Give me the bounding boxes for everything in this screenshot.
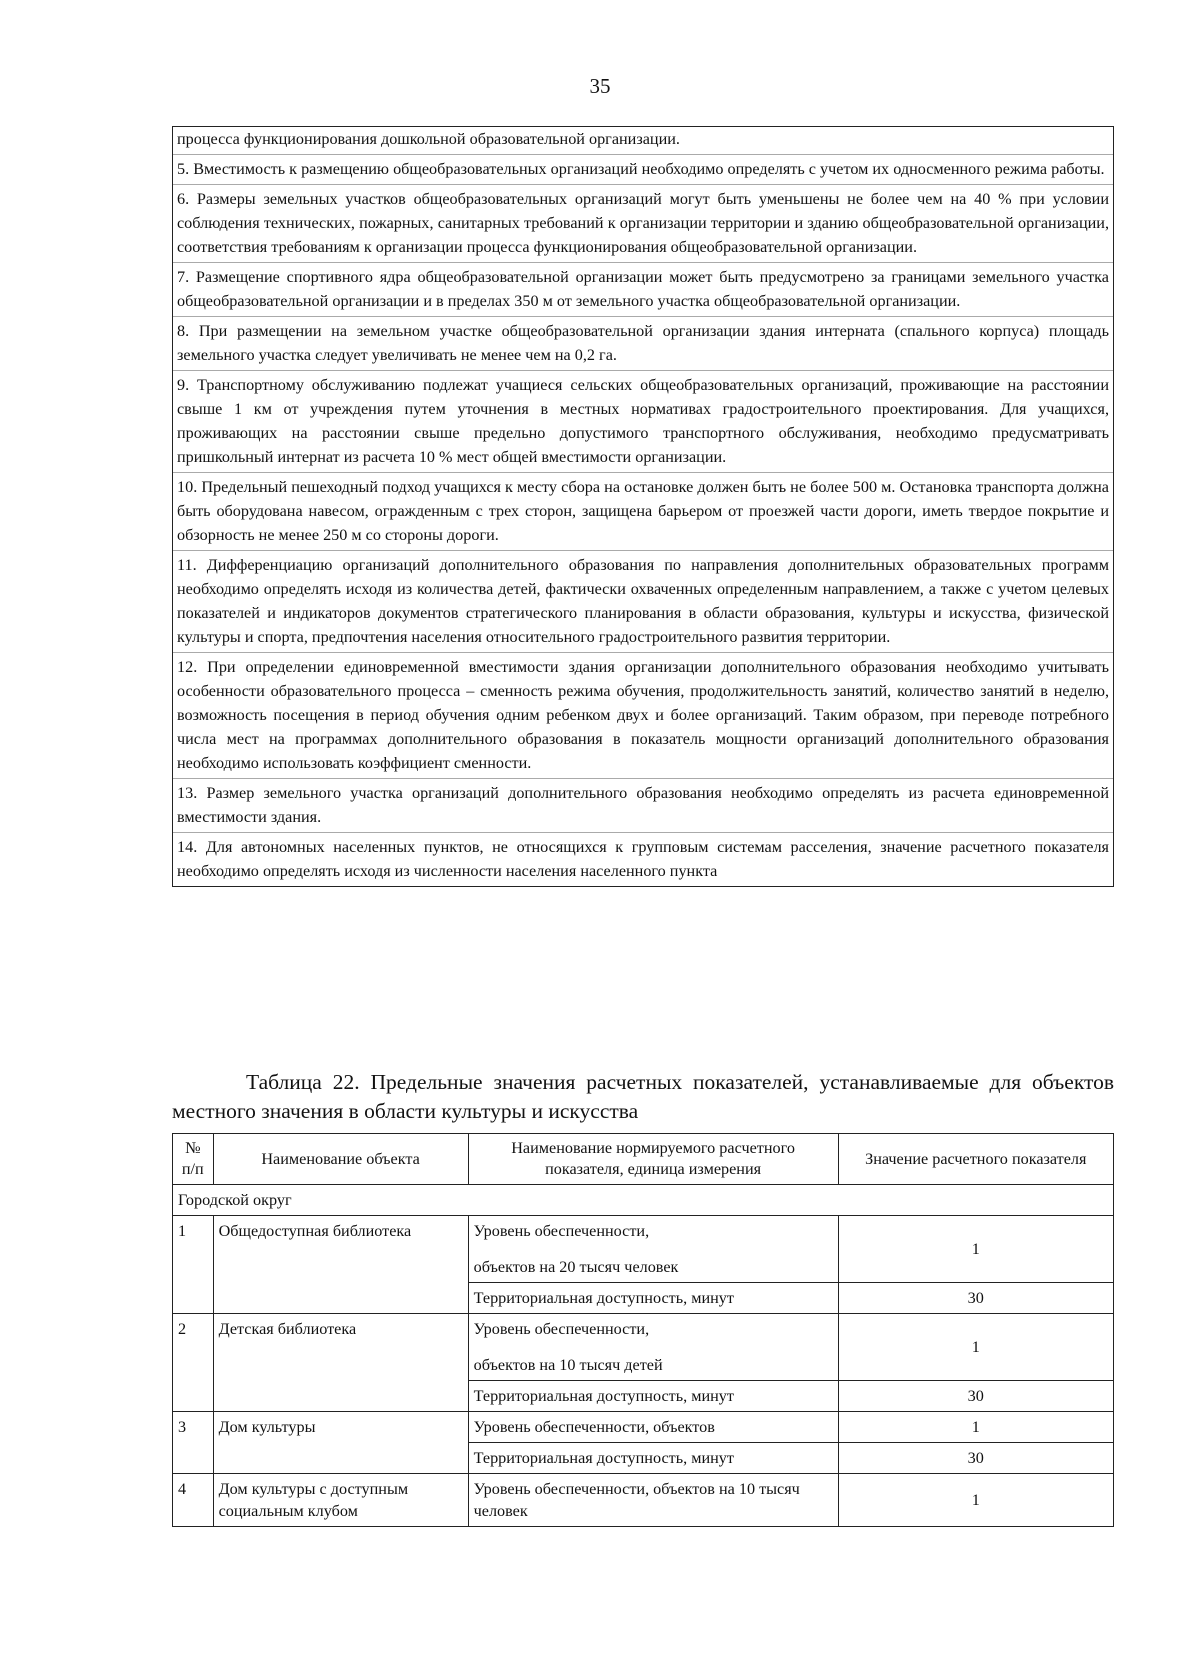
header-no: № п/п [173, 1134, 214, 1185]
row-indicator: Уровень обеспеченности, объектов на 10 тысяч человек [468, 1474, 838, 1527]
row-value: 30 [838, 1283, 1113, 1314]
page-number: 35 [589, 74, 611, 98]
row-value: 1 [838, 1474, 1113, 1527]
header-indicator: Наименование нормируемого расчетного показателя, единица измерения [468, 1134, 838, 1185]
header-value: Значение расчетного показателя [838, 1134, 1113, 1185]
note-paragraph: 7. Размещение спортивного ядра общеобразовательной организации может быть предусмотрено за границами земельного участка общеобразовательной организации и в пределах 350 м от земельного участка общеобразовательной организации. [173, 262, 1113, 316]
table-row [173, 1314, 1114, 1381]
header-name: Наименование объекта [213, 1134, 468, 1185]
table-header-row [173, 1134, 1114, 1185]
note-paragraph: 8. При размещении на земельном участке общеобразовательной организации здания интерната (спального корпуса) площадь земельного участка следует увеличивать не менее чем на 0,2 га. [173, 316, 1113, 370]
table-row [173, 1412, 1114, 1443]
row-value: 1 [838, 1216, 1113, 1283]
row-name: Дом культуры с доступным социальным клубом [213, 1474, 468, 1527]
row-value: 30 [838, 1381, 1113, 1412]
note-paragraph: 13. Размер земельного участка организаций дополнительного образования необходимо определять из расчета единовременной вместимости здания. [173, 778, 1113, 832]
section-row [173, 1185, 1114, 1216]
row-indicator [468, 1314, 838, 1381]
row-value: 1 [838, 1412, 1113, 1443]
note-paragraph: 9. Транспортному обслуживанию подлежат учащиеся сельских общеобразовательных организаций, проживающие на расстоянии свыше 1 км от учреждения путем уточнения в местных нормативах градостроительного проектирования. Для учащихся, проживающих на расстоянии свыше предельно допустимого транспортного обслуживания, необходимо предусматривать пришкольный интернат из расчета 10 % мест общей вместимости организации. [173, 370, 1113, 472]
row-indicator: Территориальная доступность, минут [468, 1443, 838, 1474]
table-caption [172, 1068, 1114, 1126]
row-name: Общедоступная библиотека [213, 1216, 468, 1314]
row-indicator: Уровень обеспеченности, объектов [468, 1412, 838, 1443]
indicator-line: Уровень обеспеченности, [473, 1320, 650, 1338]
row-value: 30 [838, 1443, 1113, 1474]
row-no: 4 [173, 1474, 214, 1527]
note-paragraph: 6. Размеры земельных участков общеобразовательных организаций могут быть уменьшены не более чем на 40 % при условии соблюдения технических, пожарных, санитарных требований к организации территории и зданию общеобразовательной организации, соответствия требованиям к организации процесса функционирования общеобразовательной организации. [173, 184, 1113, 262]
note-paragraph: 11. Дифференциацию организаций дополнительного образования по направления дополнительных образовательных программ необходимо определять исходя из количества детей, фактически охваченных определенным направлением, а также с учетом целевых показателей и индикаторов документов стратегического планирования в области образования, культуры и искусства, физической культуры и спорта, предпочтения населения относительного градостроительного развития территории. [173, 550, 1113, 652]
note-paragraph: 5. Вместимость к размещению общеобразовательных организаций необходимо определять с учетом их односменного режима работы. [173, 154, 1113, 184]
note-paragraph: 14. Для автономных населенных пунктов, не относящихся к групповым системам расселения, значение расчетного показателя необходимо определять исходя из численности населения населенного пункта [173, 832, 1113, 886]
row-indicator: Территориальная доступность, минут [468, 1381, 838, 1412]
row-no: 1 [173, 1216, 214, 1314]
note-paragraph: 12. При определении единовременной вместимости здания организации дополнительного образования необходимо учитывать особенности образовательного процесса – сменность режима обучения, продолжительность занятий, количество занятий в неделю, возможность посещения в период обучения одним ребенком двух и более организаций. Таким образом, при переводе потребного числа мест на программах дополнительного образования в показатель мощности организаций дополнительного образования необходимо использовать коэффициент сменности. [173, 652, 1113, 778]
note-paragraph: 10. Предельный пешеходный подход учащихся к месту сбора на остановке должен быть не более 500 м. Остановка транспорта должна быть оборудована навесом, огражденным с трех сторон, защищена барьером от проезжей части дороги, иметь твердое покрытие и обзорность не менее 250 м со стороны дороги. [173, 472, 1113, 550]
row-no: 2 [173, 1314, 214, 1412]
row-no: 3 [173, 1412, 214, 1474]
indicator-line: Уровень обеспеченности, [473, 1222, 650, 1240]
row-name: Детская библиотека [213, 1314, 468, 1412]
note-paragraph: процесса функционирования дошкольной образовательной организации. [177, 130, 680, 148]
row-indicator [468, 1216, 838, 1283]
notes-box [172, 126, 1114, 887]
indicator-line: объектов на 20 тысяч человек [473, 1258, 679, 1276]
row-indicator: Территориальная доступность, минут [468, 1283, 838, 1314]
section-label: Городской округ [173, 1185, 1114, 1216]
table-row [173, 1216, 1114, 1283]
row-value: 1 [838, 1314, 1113, 1381]
indicator-line: объектов на 10 тысяч детей [473, 1356, 663, 1374]
table-row [173, 1474, 1114, 1527]
norms-table [172, 1133, 1114, 1527]
table-caption-text: Таблица 22. Предельные значения расчетных показателей, устанавливаемые для объектов местного значения в области культуры и искусства [172, 1070, 1114, 1123]
row-name: Дом культуры [213, 1412, 468, 1474]
